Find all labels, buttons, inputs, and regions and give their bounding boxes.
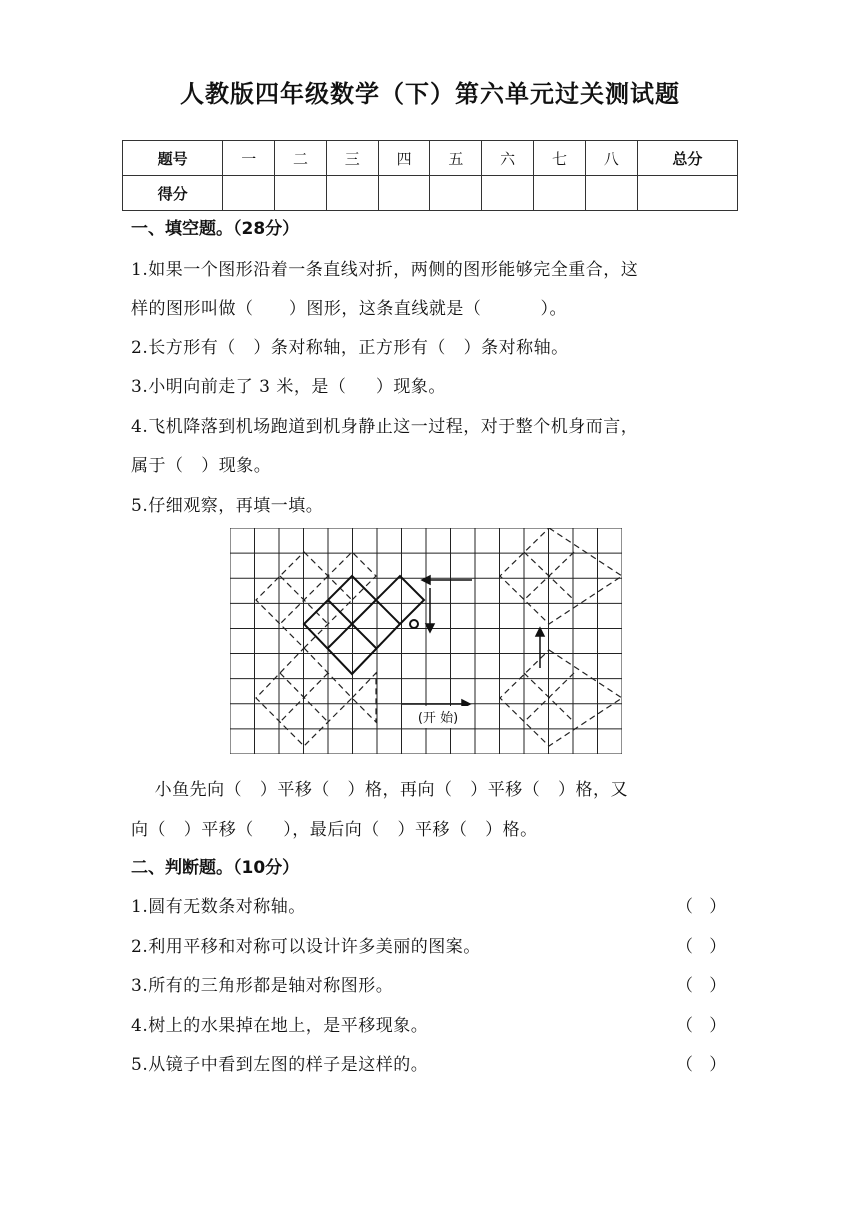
answer-line: 向（ ）平移（ ），最后向（ ）平移（ ）格。 [131,820,538,840]
question-line: 2.长方形有（ ）条对称轴，正方形有（ ）条对称轴。 [131,338,569,358]
judgment-item: 2.利用平移和对称可以设计许多美丽的图案。 [131,937,481,957]
dashed-diamond-right-bottom [500,650,622,746]
score-cell[interactable] [326,176,378,211]
arrow-head [426,624,434,632]
score-header-cell: 三 [326,141,378,176]
score-table [122,140,738,211]
fish-eye-icon [410,620,418,628]
start-label: (开 始) [417,711,459,726]
score-header-cell: 题号 [123,141,223,176]
score-table-score-row [123,176,738,211]
score-cell[interactable] [534,176,586,211]
score-cell[interactable] [223,176,275,211]
score-header-cell: 二 [275,141,327,176]
answer-line: 小鱼先向（ ）平移（ ）格，再向（ ）平移（ ）格，又 [131,780,628,800]
score-header-cell: 七 [534,141,586,176]
score-header-cell: 总分 [637,141,737,176]
judgment-answer-blank[interactable]: （ ） [676,897,727,917]
question-line: 3.小明向前走了 3 米，是（ ）现象。 [131,377,446,397]
section1-heading: 一、填空题。（28分） [131,219,300,239]
judgment-item: 1.圆有无数条对称轴。 [131,897,306,917]
judgment-answer-blank[interactable]: （ ） [676,1016,727,1036]
score-header-cell: 六 [482,141,534,176]
score-cell[interactable] [637,176,737,211]
question-line: 4.飞机降落到机场跑道到机身静止这一过程，对于整个机身而言， [131,417,639,437]
question-line: 5.仔细观察，再填一填。 [131,496,324,516]
question-line: 样的图形叫做（ ）图形，这条直线就是（ ）。 [131,299,567,319]
section2-heading: 二、判断题。（10分） [131,858,300,878]
question-line: 1.如果一个图形沿着一条直线对折，两侧的图形能够完全重合，这 [131,260,639,280]
judgment-answer-blank[interactable]: （ ） [676,937,727,957]
score-cell[interactable] [482,176,534,211]
dashed-diamond-right-top [500,528,622,624]
score-header-cell: 一 [223,141,275,176]
question-line: 属于（ ）现象。 [131,456,272,476]
judgment-item: 5.从镜子中看到左图的样子是这样的。 [131,1055,429,1075]
judgment-answer-blank[interactable]: （ ） [676,976,727,996]
score-cell[interactable] [585,176,637,211]
dashed-tail [352,673,376,722]
movement-arrows [402,576,544,708]
score-header-cell: 四 [378,141,430,176]
score-table-header-row [123,141,738,176]
arrow-head [422,576,430,584]
solid-tail [376,576,424,624]
score-header-cell: 五 [430,141,482,176]
score-cell[interactable] [430,176,482,211]
judgment-item: 3.所有的三角形都是轴对称图形。 [131,976,394,996]
judgment-answer-blank[interactable]: （ ） [676,1055,727,1075]
score-cell[interactable] [378,176,430,211]
score-cell[interactable] [275,176,327,211]
score-row-label: 得分 [123,176,223,211]
score-header-cell: 八 [585,141,637,176]
page-title: 人教版四年级数学（下）第六单元过关测试题 [180,80,680,108]
solid-fish-shape [304,576,424,674]
translation-grid-figure [230,528,622,754]
judgment-item: 4.树上的水果掉在地上，是平移现象。 [131,1016,429,1036]
arrow-head [536,628,544,636]
